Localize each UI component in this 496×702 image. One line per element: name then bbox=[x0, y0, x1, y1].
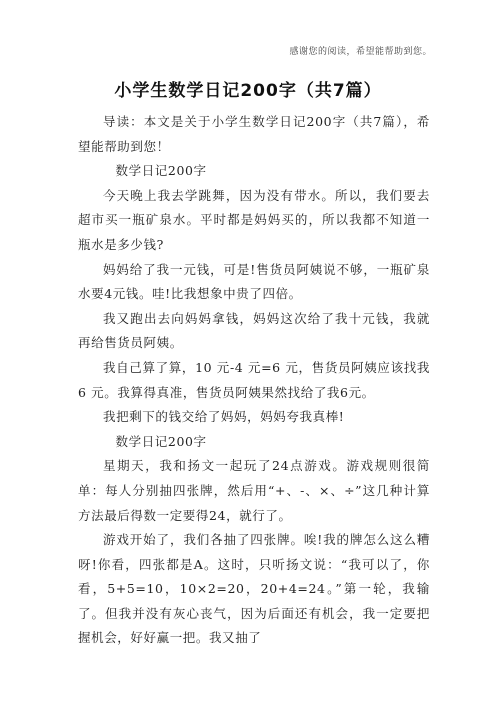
body-paragraph: 我又跑出去向妈妈拿钱，妈妈这次给了我十元钱，我就再给售货员阿姨。 bbox=[78, 310, 430, 351]
header-note: 感谢您的阅读，希望能帮助到您。 bbox=[289, 47, 432, 57]
document-title: 小学生数学日记200字（共7篇） bbox=[114, 81, 382, 101]
document-body bbox=[78, 110, 430, 651]
body-paragraph: 妈妈给了我一元钱，可是!售货员阿姨说不够，一瓶矿泉水要4元钱。哇!比我想象中贵了四倍。 bbox=[78, 261, 430, 302]
body-paragraph: 我自己算了算，10 元-4 元=6 元，售货员阿姨应该找我 6 元。我算得真准，售货员阿姨果然找给了我6元。 bbox=[78, 359, 430, 400]
body-paragraph: 我把剩下的钱交给了妈妈，妈妈夸我真棒! bbox=[103, 409, 345, 425]
section-heading: 数学日记200字 bbox=[115, 433, 207, 449]
section-heading: 数学日记200字 bbox=[115, 163, 207, 179]
body-paragraph: 今天晚上我去学跳舞，因为没有带水。所以，我们要去超市买一瓶矿泉水。平时都是妈妈买的，所以我都不知道一瓶水是多少钱? bbox=[78, 187, 430, 252]
body-paragraph: 游戏开始了，我们各抽了四张牌。唉!我的牌怎么这么糟呀!你看，四张都是A。这时，只听扬文说：“我可以了，你看，5+5=10，10×2=20，20+4=24。”第一轮，我输了。但我并没有灰心丧气，因为后面还有机会，我一定要把握机会，好好赢一把。我又抽了 bbox=[78, 532, 430, 646]
body-paragraph: 星期天，我和扬文一起玩了24点游戏。游戏规则很简单：每人分别抽四张牌，然后用“+、-、×、÷”这几种计算方法最后得数一定要得24，就行了。 bbox=[78, 458, 430, 523]
intro-paragraph: 导读：本文是关于小学生数学日记200字（共7篇），希望能帮助到您！ bbox=[78, 114, 430, 154]
